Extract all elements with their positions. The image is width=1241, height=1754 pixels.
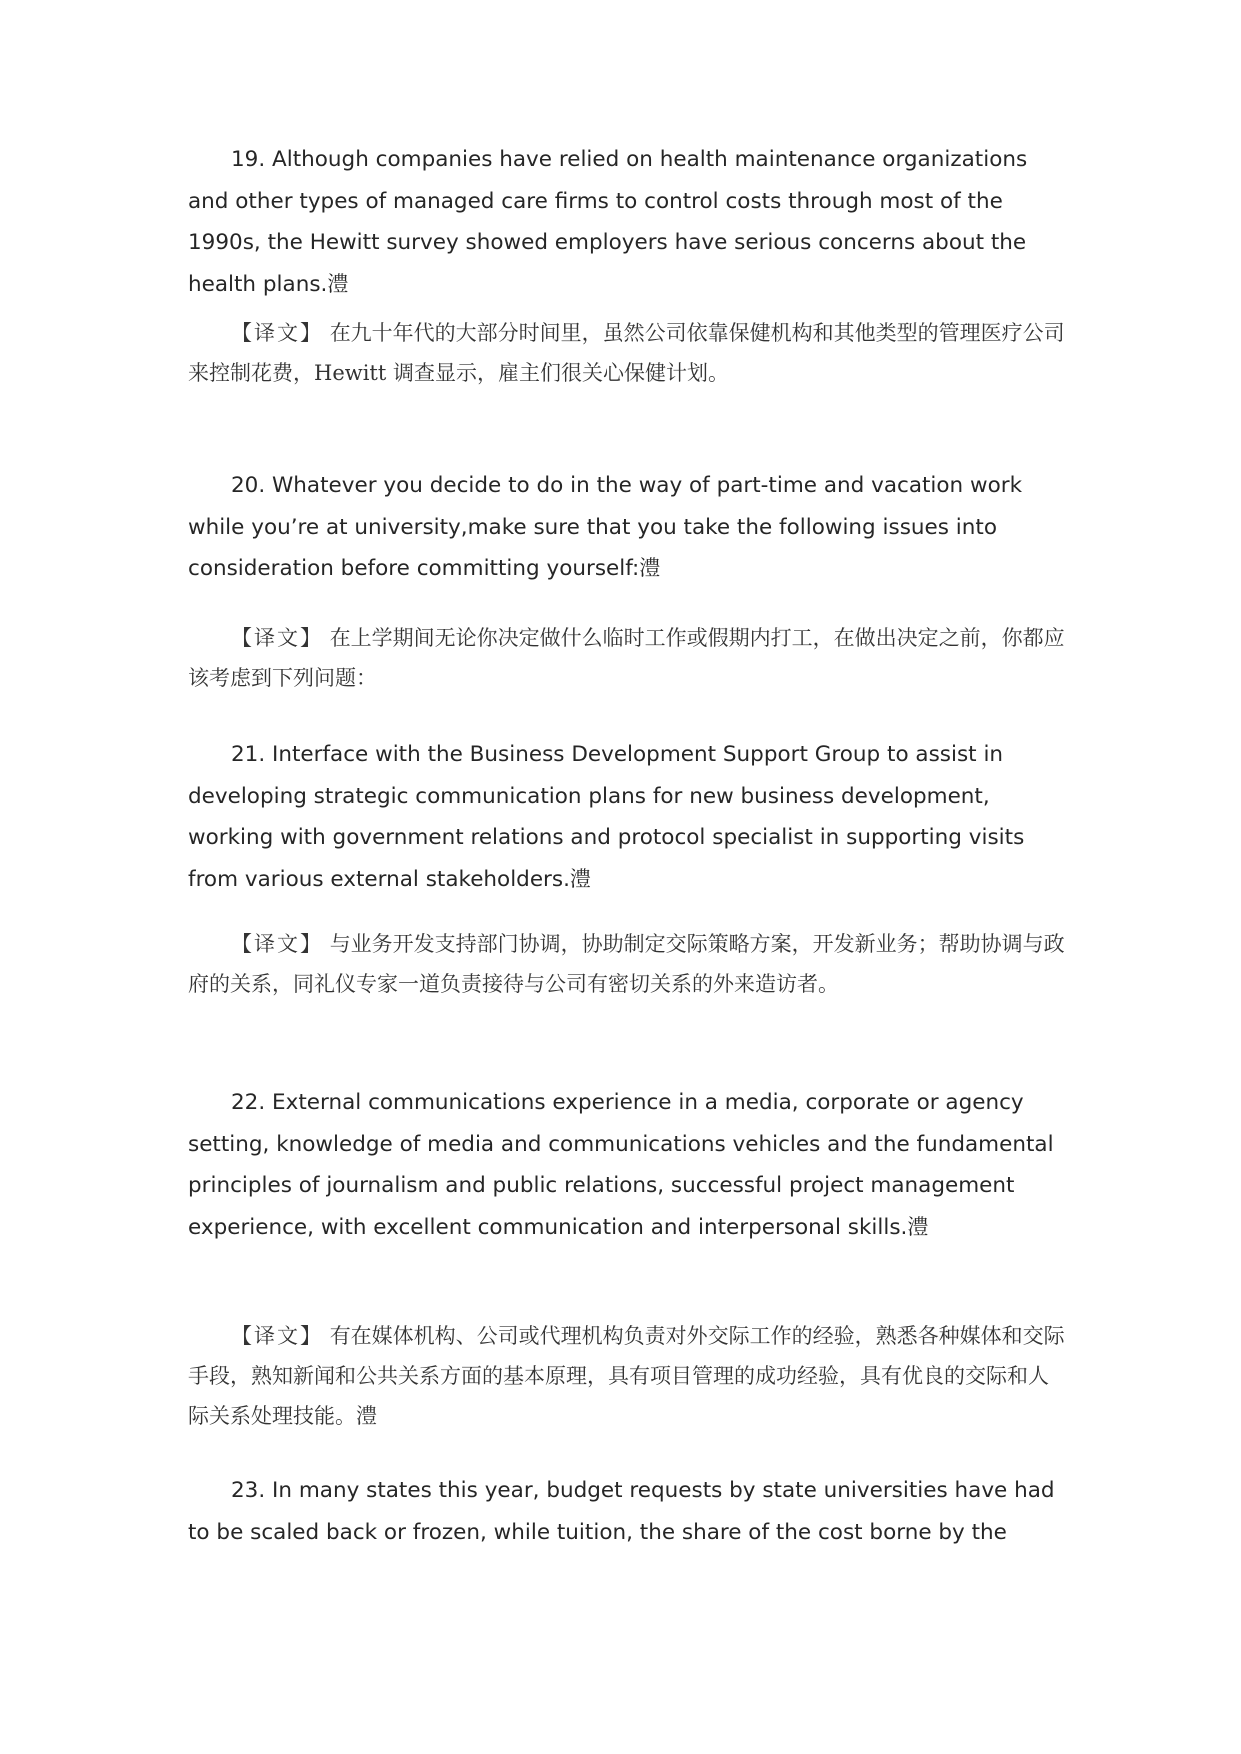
translation-21-text: 与业务开发支持部门协调，协助制定交际策略方案，开发新业务；帮助协调与政府的关系，同礼仪专家一道负责接待与公司有密切关系的外来造访者。 [188, 932, 1065, 996]
sentence-22-translation [188, 1316, 1068, 1436]
sentence-19-english [188, 139, 1068, 305]
sentence-22-mark: 澧 [907, 1214, 929, 1239]
sentence-21-mark: 澧 [569, 866, 591, 891]
sentence-23-english [188, 1470, 1068, 1553]
translation-20-tag: 【译文】 [231, 626, 323, 650]
sentence-22-text: 22. External communications experience in a media, corporate or agency setting, knowledge of media and communications vehicles and the fundamental principles of journalism and public relations, successful project management experience, with excellent communication and interpersonal skills. [188, 1090, 1054, 1240]
sentence-21-text: 21. Interface with the Business Development Support Group to assist in developing strategic communication plans for new business development, working with government relations and protocol specialist in supporting visits from various external stakeholders. [188, 742, 1025, 892]
translation-19-text: 在九十年代的大部分时间里，虽然公司依靠保健机构和其他类型的管理医疗公司来控制花费，Hewitt 调查显示，雇主们很关心保健计划。 [188, 321, 1065, 385]
sentence-21-translation [188, 924, 1068, 1004]
translation-19-tag: 【译文】 [231, 321, 323, 345]
sentence-20-text: 20. Whatever you decide to do in the way of part-time and vacation work while you’re at university,make sure that you take the following issues into consideration before committing yourself: [188, 473, 1023, 581]
translation-20-text: 在上学期间无论你决定做什么临时工作或假期内打工，在做出决定之前，你都应该考虑到下列问题： [188, 626, 1065, 690]
sentence-19-text: 19. Although companies have relied on health maintenance organizations and other types of managed care firms to control costs through most of the 1990s, the Hewitt survey showed employers have serious concerns about the health plans. [188, 147, 1028, 297]
sentence-19-translation [188, 313, 1068, 393]
translation-22-tag: 【译文】 [231, 1324, 323, 1348]
sentence-20-english [188, 465, 1068, 590]
sentence-23-text: 23. In many states this year, budget requests by state universities have had to be scaled back or frozen, while tuition, the share of the cost borne by the [188, 1478, 1055, 1545]
sentence-22-english [188, 1082, 1068, 1248]
translation-22-text: 有在媒体机构、公司或代理机构负责对外交际工作的经验，熟悉各种媒体和交际手段，熟知新闻和公共关系方面的基本原理，具有项目管理的成功经验，具有优良的交际和人际关系处理技能。 [188, 1324, 1065, 1428]
sentence-20-translation [188, 618, 1068, 698]
translation-22-mark: 澧 [356, 1404, 377, 1428]
sentence-21-english [188, 734, 1068, 900]
sentence-19-mark: 澧 [327, 271, 349, 296]
translation-21-tag: 【译文】 [231, 932, 323, 956]
sentence-20-mark: 澧 [639, 556, 661, 580]
